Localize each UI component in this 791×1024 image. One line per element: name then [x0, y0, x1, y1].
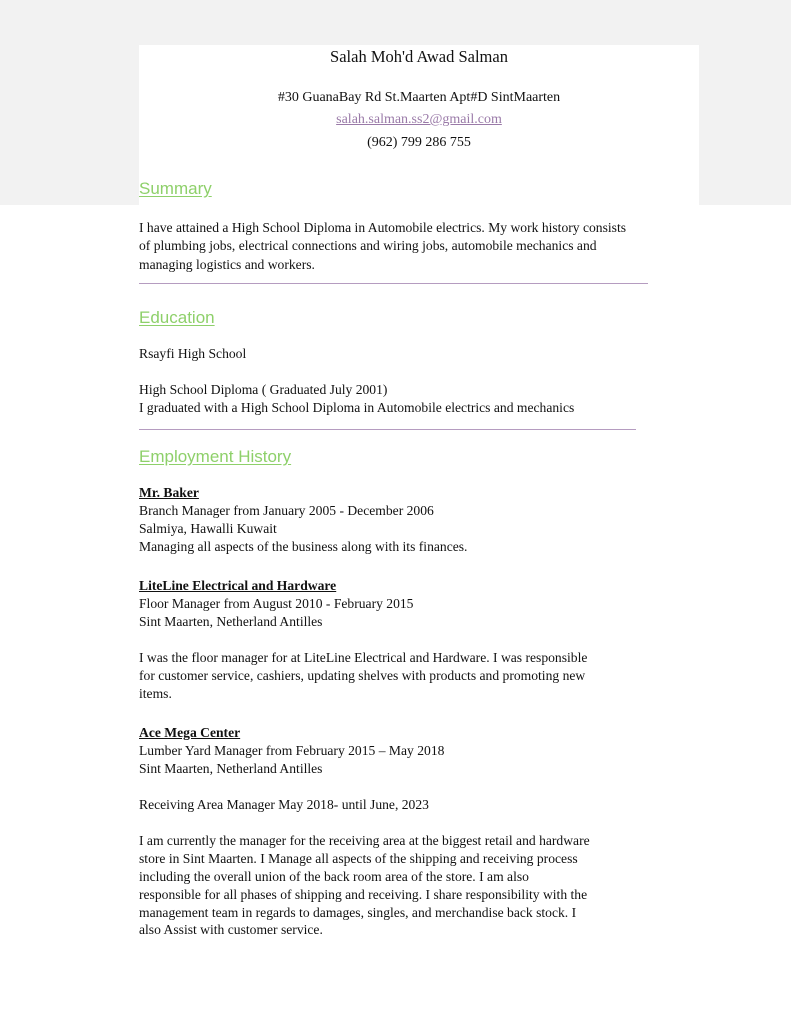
summary-line: managing logistics and workers. [139, 257, 315, 272]
email [139, 112, 699, 128]
summary-heading: Summary [139, 179, 212, 198]
job-location: Salmiya, Hawalli Kuwait [139, 521, 277, 536]
job-description-line: for customer service, cashiers, updating shelves with products and promoting new [139, 668, 586, 683]
phone-number: (962) 799 286 755 [367, 135, 471, 150]
job-role: Branch Manager from January 2005 - December 2006 [139, 503, 434, 518]
job-description-line: also Assist with customer service. [139, 922, 323, 937]
job-description: Managing all aspects of the business along with its finances. [139, 539, 468, 554]
education-description: I graduated with a High School Diploma in Automobile electrics and mechanics [139, 400, 575, 415]
employer-name: LiteLine Electrical and Hardware [139, 578, 337, 593]
job-role-secondary: Receiving Area Manager May 2018- until June, 2023 [139, 797, 429, 812]
job-role: Floor Manager from August 2010 - February 2015 [139, 596, 414, 611]
employer-name: Mr. Baker [139, 485, 199, 500]
job-description-line: management team in regards to damages, singles, and merchandise back stock. I [139, 905, 577, 920]
job-role: Lumber Yard Manager from February 2015 – May 2018 [139, 743, 445, 758]
diploma: High School Diploma ( Graduated July 2001) [139, 382, 388, 397]
employer-name: Ace Mega Center [139, 725, 241, 740]
summary-line: I have attained a High School Diploma in Automobile electrics. My work history consists [139, 220, 627, 235]
applicant-name: Salah Moh'd Awad Salman [330, 47, 508, 66]
job-description-line: I am currently the manager for the receiving area at the biggest retail and hardware [139, 833, 590, 848]
address: #30 GuanaBay Rd St.Maarten Apt#D SintMaarten [277, 90, 561, 105]
section-divider [139, 429, 636, 430]
contact-header [139, 45, 699, 205]
job-description-line: store in Sint Maarten. I Manage all aspects of the shipping and receiving process [139, 851, 578, 866]
summary-line: of plumbing jobs, electrical connections and wiring jobs, automobile mechanics and [139, 238, 597, 253]
job-description-line: I was the floor manager for at LiteLine Electrical and Hardware. I was responsible [139, 650, 588, 665]
job-description-line: responsible for all phases of shipping and receiving. I share responsibility with the [139, 887, 588, 902]
job-description-line: including the overall union of the back room area of the store. I am also [139, 869, 529, 884]
job-description-line: items. [139, 686, 172, 701]
email-link[interactable]: salah.salman.ss2@gmail.com [336, 112, 502, 127]
school-name: Rsayfi High School [139, 346, 247, 361]
employment-heading: Employment History [139, 447, 292, 466]
job-location: Sint Maarten, Netherland Antilles [139, 761, 323, 776]
education-heading: Education [139, 308, 215, 327]
section-divider [139, 283, 648, 284]
job-location: Sint Maarten, Netherland Antilles [139, 614, 323, 629]
